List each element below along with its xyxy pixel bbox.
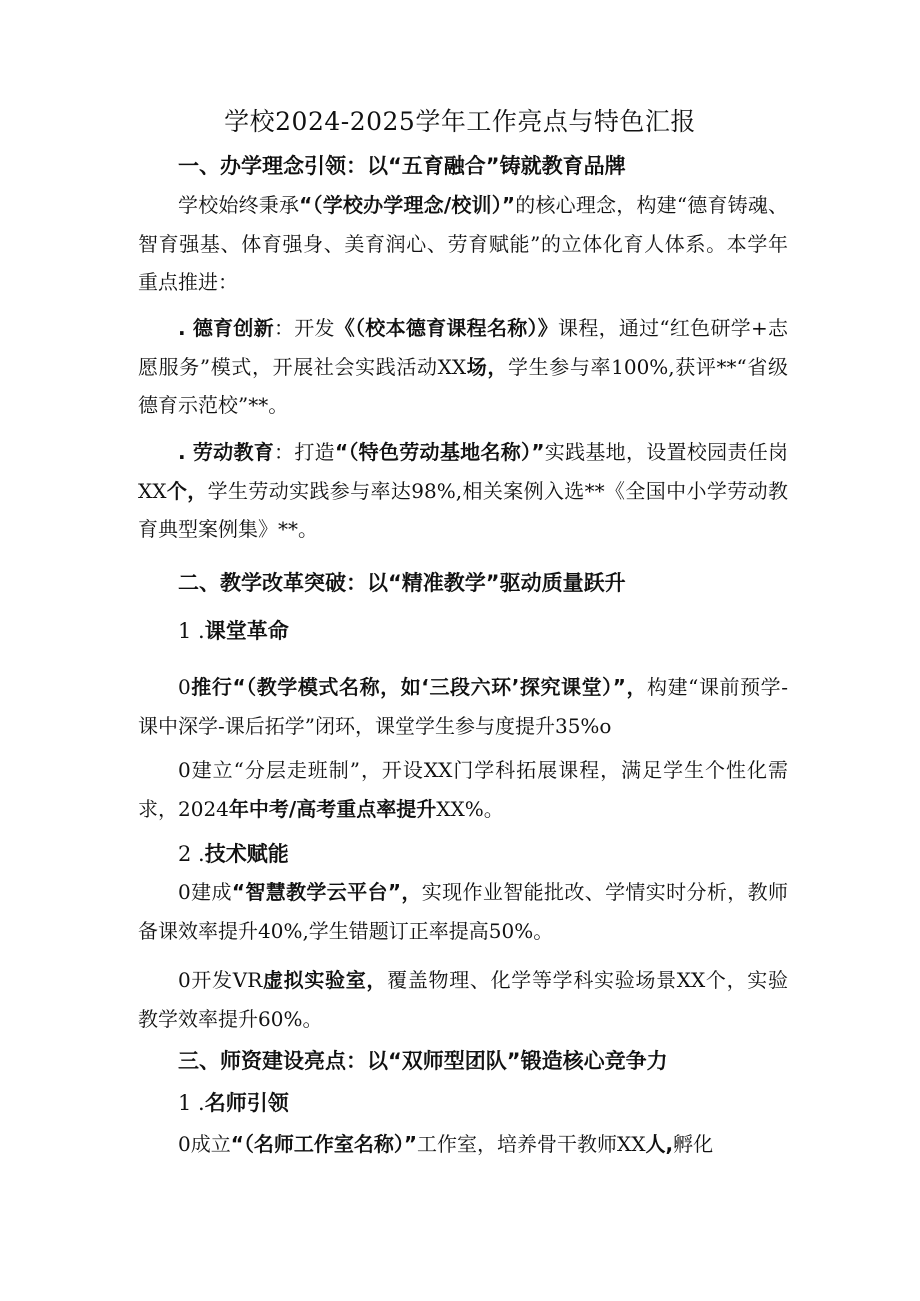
labor-text-a: ：打造	[274, 440, 335, 464]
p1-text-a: 0	[178, 675, 191, 699]
p1-text-c: 构建“课前预学-课中深学-课后拓学”闭环，课堂学生参与度提升35%o	[138, 675, 789, 738]
intro-text-b: “（学校办学理念/校训）”	[299, 193, 516, 217]
cloud-platform-paragraph	[138, 873, 788, 950]
p5-text-d: 人,	[645, 1132, 674, 1156]
vr-lab-paragraph	[138, 961, 788, 1038]
p2-text-a: 0建立“分层走班制”，开设XX门学科拓展课程，满足学生个性化需求，2024	[138, 758, 788, 821]
labor-lead: . 劳动教育	[178, 440, 275, 464]
p4-text-c: 覆盖物理、化学等学科实验场景XX个，实验教学效率提升60%。	[138, 968, 788, 1031]
subsection-label: 技术赋能	[204, 842, 289, 866]
subsection-famous-teachers	[178, 1087, 289, 1117]
p5-text-c: 工作室，培养骨干教师XX	[417, 1132, 646, 1156]
p1-text-b: 推行“（教学模式名称，如‘三段六环’探究课堂）”，	[190, 675, 648, 699]
subsection-number: 2 .	[178, 842, 205, 866]
labor-education-paragraph	[138, 433, 788, 549]
teacher-studio-paragraph	[138, 1125, 788, 1164]
section-1-intro	[138, 186, 788, 302]
moral-education-paragraph	[138, 309, 788, 425]
p4-text-a: 0开发VR	[178, 968, 263, 992]
moral-text-c: 课程，通过“红色研学+志愿服务”模式，开展社会实践活动XX	[138, 316, 789, 379]
subsection-label: 课堂革命	[204, 619, 289, 643]
p5-text-a: 0成立	[178, 1132, 231, 1156]
moral-text-e: 学生参与率100%,获评**“省级德育示范校”**。	[138, 354, 789, 417]
subsection-tech-empowerment	[178, 838, 289, 868]
labor-text-d: 个，	[166, 478, 208, 503]
subsection-label: 名师引领	[204, 1091, 289, 1115]
tiered-class-paragraph	[138, 751, 788, 828]
subsection-number: 1 .	[178, 1091, 205, 1115]
p2-text-b: 年中考/高考重点率提升	[228, 796, 437, 821]
teaching-mode-paragraph	[138, 668, 788, 745]
p3-text-a: 0建成	[178, 880, 232, 904]
labor-text-b: “（特色劳动基地名称）”	[334, 440, 545, 464]
labor-text-c: 实践基地，设置校园责任岗XX	[138, 440, 789, 503]
p3-text-c: 实现作业智能批改、学情实时分析，教师备课效率提升40%,学生错题订正率提高50%。	[138, 880, 788, 943]
p3-text-b: “智慧教学云平台”，	[231, 880, 422, 904]
moral-text-a: ：开发	[273, 316, 335, 340]
subsection-classroom-revolution	[178, 615, 289, 645]
moral-lead: . 德育创新	[178, 316, 274, 340]
intro-text-c: 的核心理念，构建“德育铸魂、智育强基、体育强身、美育润心、劳育赋能”的立体化育人体系。本学年重点推进：	[138, 193, 789, 294]
intro-text-a: 学校始终秉承	[178, 193, 300, 217]
section-2-heading: 二、教学改革突破：以“精准教学”驱动质量跃升	[178, 571, 626, 595]
p4-text-b: 虚拟实验室，	[262, 968, 388, 992]
document-title: 学校2024-2025学年工作亮点与特色汇报	[224, 107, 696, 136]
subsection-number: 1 .	[178, 619, 205, 643]
moral-text-d: 场，	[466, 354, 508, 379]
labor-text-e: 学生劳动实践参与率达98%,相关案例入选**《全国中小学劳动教育典型案例集》**。	[138, 478, 788, 541]
p5-text-b: “（名师工作室名称）”	[230, 1132, 418, 1156]
section-1-heading: 一、办学理念引领：以“五育融合”铸就教育品牌	[178, 154, 626, 178]
p2-text-c: XX%。	[436, 796, 504, 821]
moral-text-b: 《（校本德育课程名称）》	[334, 316, 559, 340]
p5-text-e: 孵化	[673, 1132, 714, 1156]
section-3-heading: 三、师资建设亮点：以“双师型团队”锻造核心竞争力	[178, 1049, 668, 1073]
